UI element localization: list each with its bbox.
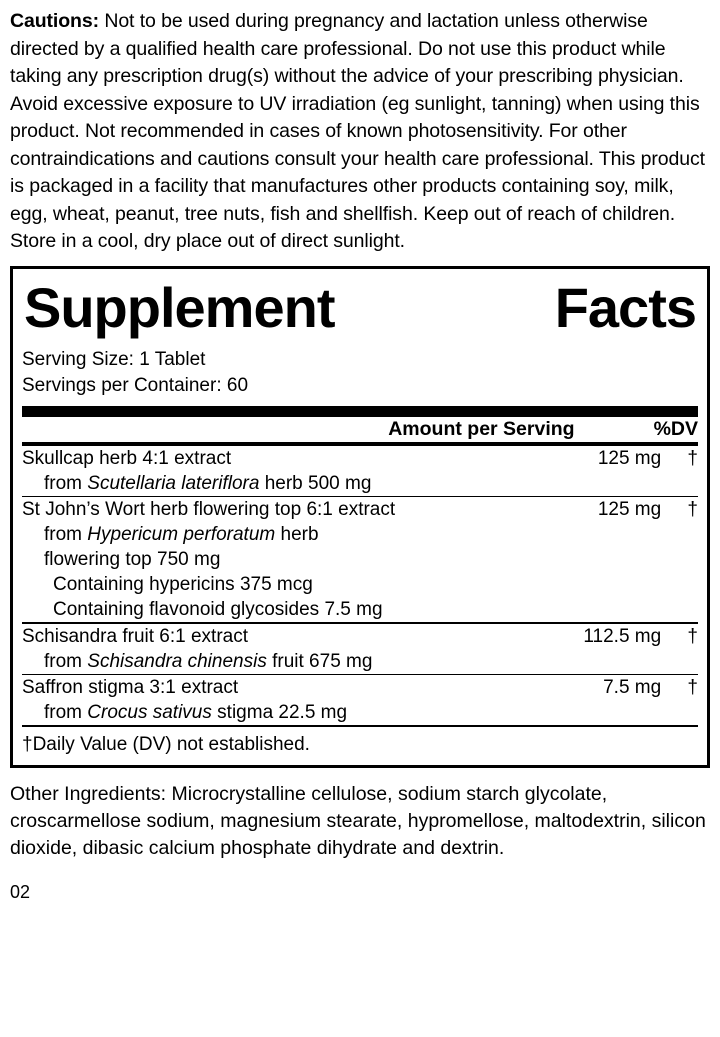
nutrient-dv: † — [687, 677, 698, 698]
nutrient-amount: 125 mg — [597, 499, 662, 520]
header-amount-per-serving: Amount per Serving — [388, 417, 575, 440]
nutrition-table — [22, 417, 698, 442]
table-row — [22, 675, 698, 725]
cautions-label: Cautions: — [10, 10, 100, 32]
supplement-facts-title-left: Supplement — [24, 275, 335, 339]
servings-per-container: Servings per Container: 60 — [22, 374, 249, 396]
nutrient-dv: † — [687, 499, 698, 520]
rule-thick-top — [22, 406, 698, 417]
latin-name: Hypericum perforatum — [87, 524, 276, 545]
serving-size: Serving Size: 1 Tablet — [22, 348, 206, 370]
table-row — [22, 497, 698, 622]
nutrient-amount: 112.5 mg — [583, 625, 662, 647]
nutrient-name: Schisandra fruit 6:1 extract — [22, 625, 248, 647]
header-percent-dv: %DV — [653, 417, 698, 440]
other-ingredients: Other Ingredients: Microcrystalline cellulose, sodium starch glycolate, croscarmellose sodium, magnesium stearate, hypromellose, maltodextrin, silicon dioxide, dibasic calcium phosphate dihydrate and dextrin. — [10, 782, 706, 859]
nutrient-name-cell — [22, 624, 544, 674]
supplement-facts-title — [22, 275, 698, 341]
nutrient-amount: 125 mg — [597, 447, 662, 469]
nutrient-name: Skullcap herb 4:1 extract — [22, 447, 232, 469]
latin-name: Crocus sativus — [87, 702, 212, 723]
nutrient-amount: 7.5 mg — [603, 677, 662, 698]
table-row — [22, 624, 698, 674]
nutrient-name-cell — [22, 446, 544, 496]
nutrient-rows-table — [22, 446, 698, 726]
nutrition-table-body — [22, 417, 698, 442]
nutrient-source-line: flowering top 750 mg — [44, 549, 221, 570]
nutrient-source-line: Containing hypericins 375 mcg — [53, 574, 313, 595]
cautions-text: Not to be used during pregnancy and lactation unless otherwise directed by a qualified health care professional. Do not use this product while taking any prescription drug(s) without the advice of your prescribing physician. Avoid excessive exposure to UV irradiation (eg sunlight, tanning) when using this product. Not recommended in cases of known photosensitivity. For other contraindications and cautions consult your health care professional. This product is packaged in a facility that manufactures other products containing soy, milk, egg, wheat, peanut, tree nuts, fish and shellfish. Keep out of reach of children. Store in a cool, dry place out of direct sunlight. — [10, 10, 705, 252]
page-number: 02 — [10, 881, 31, 902]
supplement-facts-panel — [10, 266, 710, 768]
latin-name: Scutellaria lateriflora — [87, 472, 260, 494]
nutrient-dv: † — [687, 447, 698, 469]
table-header-row — [22, 417, 698, 442]
nutrient-name-cell — [22, 497, 544, 622]
cautions-paragraph — [10, 8, 710, 256]
table-row — [22, 446, 698, 496]
latin-name: Schisandra chinensis — [87, 650, 267, 672]
daily-value-footnote: †Daily Value (DV) not established. — [22, 733, 310, 755]
nutrient-source-line: from Hypericum perforatum herb — [44, 524, 319, 545]
header-spacer — [22, 417, 326, 442]
supplement-facts-title-right: Facts — [554, 275, 696, 339]
nutrient-rows-body — [22, 446, 698, 726]
nutrient-source-line: from Scutellaria lateriflora herb 500 mg — [44, 472, 372, 494]
nutrient-name: St John’s Wort herb flowering top 6:1 extract — [22, 499, 396, 520]
nutrient-name: Saffron stigma 3:1 extract — [22, 677, 239, 698]
nutrient-dv: † — [687, 625, 698, 647]
nutrient-source-line: from Schisandra chinensis fruit 675 mg — [44, 650, 373, 672]
nutrient-source-line: Containing flavonoid glycosides 7.5 mg — [53, 599, 383, 620]
nutrient-name-cell — [22, 675, 544, 725]
nutrient-source-line: from Crocus sativus stigma 22.5 mg — [44, 702, 348, 723]
